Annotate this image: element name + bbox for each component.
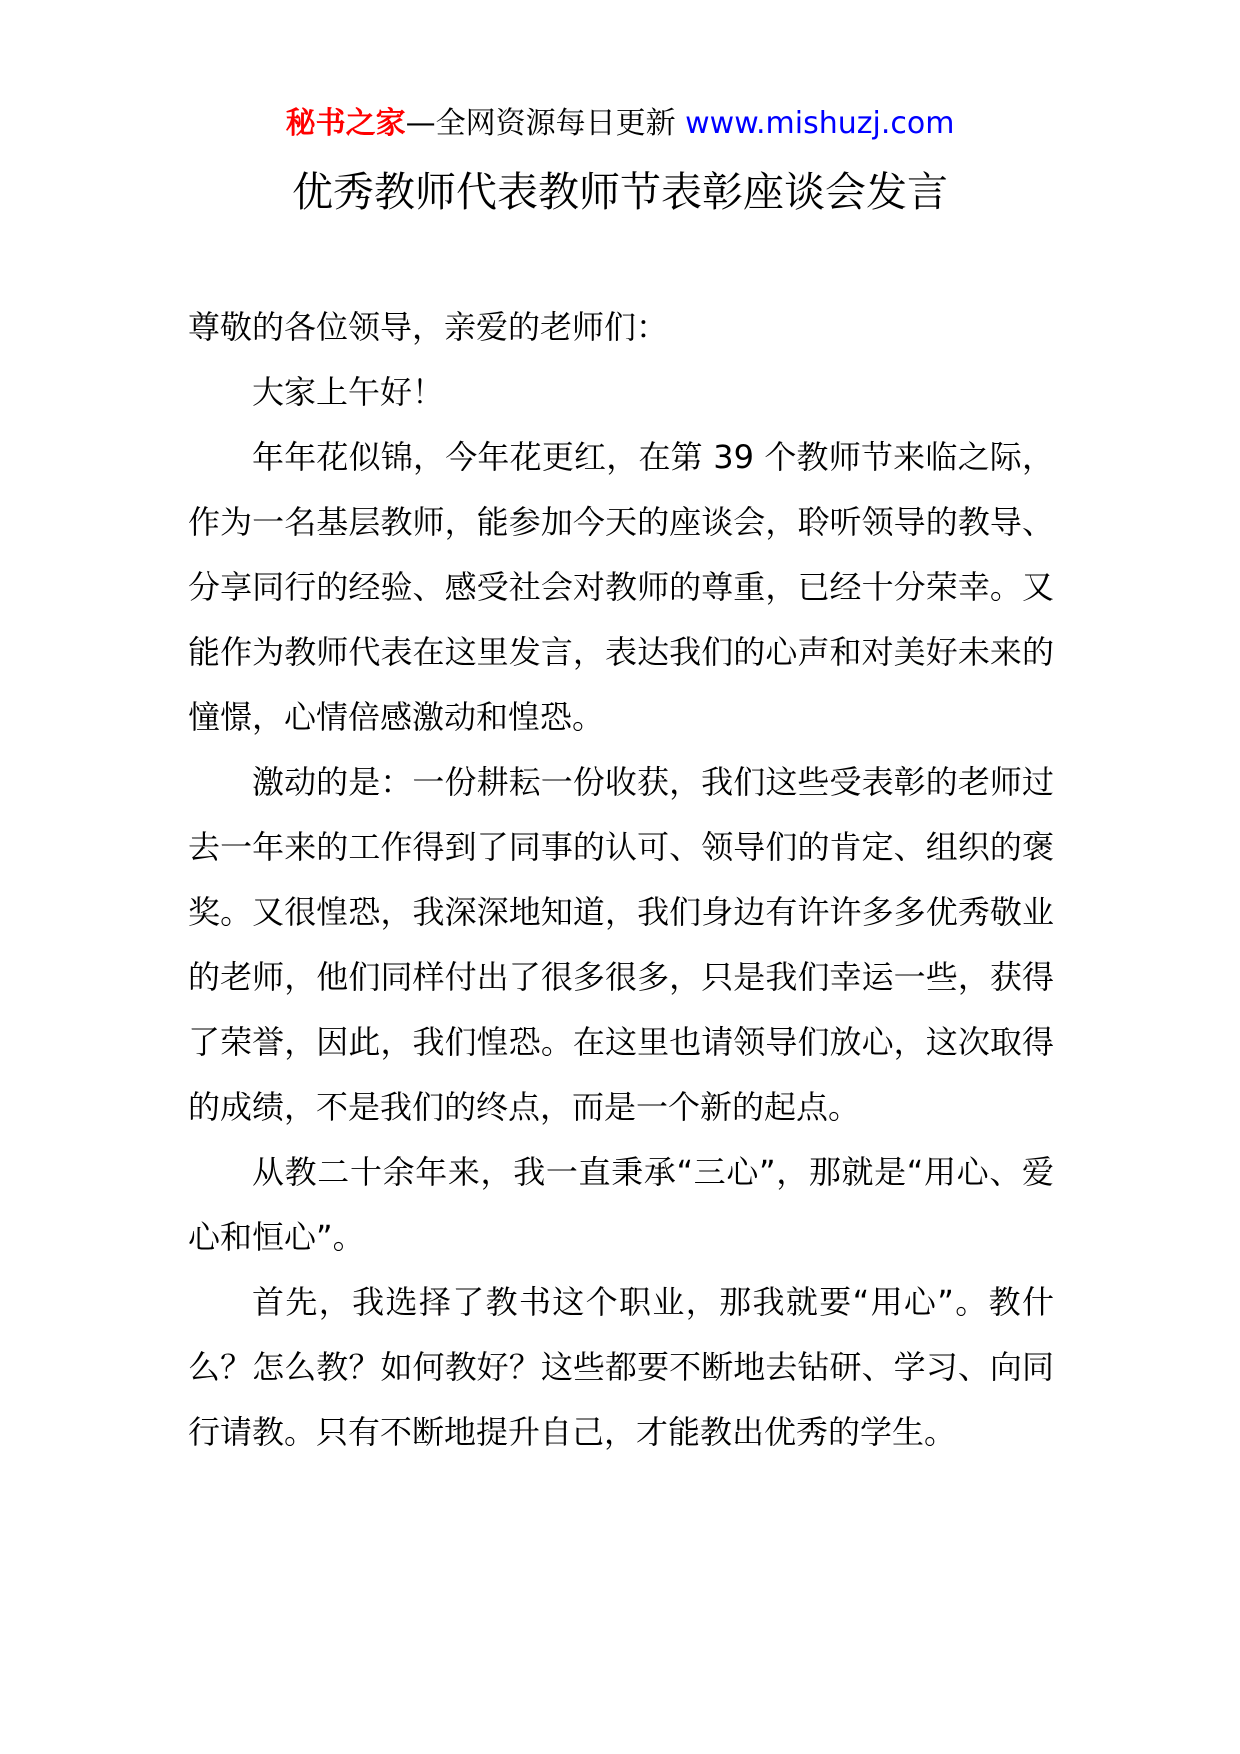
site-url-link[interactable]: www.mishuzj.com xyxy=(685,106,955,141)
body-paragraph: 年年花似锦，今年花更红，在第 39 个教师节来临之际，作为一名基层教师，能参加今天的座谈会，聆听领导的教导、分享同行的经验、感受社会对教师的尊重，已经十分荣幸。又能作为教师代表在这里发言，表达我们的心声和对美好未来的憧憬，心情倍感激动和惶恐。 xyxy=(188,438,1054,736)
salutation-paragraph: 尊敬的各位领导，亲爱的老师们： xyxy=(188,308,669,346)
body-paragraph: 从教二十余年来，我一直秉承“三心”，那就是“用心、爱心和恒心”。 xyxy=(188,1153,1054,1256)
document-body xyxy=(188,295,1054,1465)
body-paragraph: 激动的是：一份耕耘一份收获，我们这些受表彰的老师过去一年来的工作得到了同事的认可、领导们的肯定、组织的褒奖。又很惶恐，我深深地知道，我们身边有许许多多优秀敬业的老师，他们同样付出了很多很多，只是我们幸运一些，获得了荣誉，因此，我们惶恐。在这里也请领导们放心，这次取得的成绩，不是我们的终点，而是一个新的起点。 xyxy=(188,763,1054,1126)
site-tagline: —全网资源每日更新 xyxy=(405,106,676,141)
site-header xyxy=(0,104,1240,144)
document-title: 优秀教师代表教师节表彰座谈会发言 xyxy=(292,168,948,216)
site-brand: 秘书之家 xyxy=(285,106,406,141)
greeting-paragraph: 大家上午好！ xyxy=(252,373,445,411)
body-paragraph: 首先，我选择了教书这个职业，那我就要“用心”。教什么？怎么教？如何教好？这些都要不断地去钻研、学习、向同行请教。只有不断地提升自己，才能教出优秀的学生。 xyxy=(188,1283,1054,1451)
